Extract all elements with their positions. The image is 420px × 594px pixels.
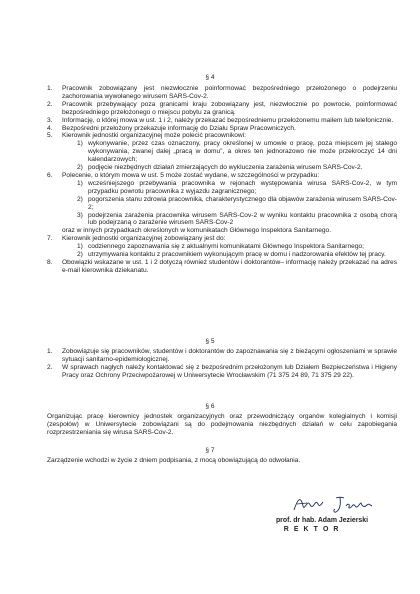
signatory-name: prof. dr hab. Adam Jezierski — [275, 517, 368, 524]
list-item — [47, 259, 397, 275]
list-item — [47, 132, 397, 172]
item-text: Obowiązki wskazane w ust. 1 i 2 dotyczą również studentów i doktorantów– informację należy przekazać na adres e-mail kierownika dziekanatu. — [62, 258, 397, 274]
section-4-list — [47, 85, 397, 275]
sub-item — [62, 164, 397, 172]
item-number: 8. — [47, 258, 53, 266]
list-item — [47, 125, 397, 133]
item-number: 2. — [47, 100, 53, 108]
sub-item — [62, 251, 397, 259]
item-text: Polecenie, o którym mowa w ust. 5 może zostać wydane, w szczególności w przypadku: — [62, 171, 320, 179]
section-5-list — [47, 348, 397, 380]
sub-item — [62, 212, 397, 228]
sub-item-text: utrzymywania kontaktu z pracownikiem wykonującym pracę w domu i nadzorowania efektów tej pracy. — [88, 251, 386, 259]
section-5-heading: § 5 — [205, 338, 215, 345]
sub-item — [62, 140, 397, 164]
list-item — [47, 235, 397, 259]
item-number: 1. — [47, 85, 53, 92]
sub-item-text: pogorszenia stanu zdrowia pracownika, charakterystycznego dla objawów zarażenia wirusem SARS-Cov-2; — [88, 195, 397, 211]
sub-item-text: podejrzenia zarażenia pracownika wirusem SARS-Cov-2 w wyniku kontaktu pracownika z osobą chorą lub podejrzaną o zarażenie wirusem SARS-Cov-2 — [88, 211, 397, 227]
list-item — [47, 101, 397, 117]
sub-item-number: 1) — [77, 243, 83, 251]
item-number: 3. — [47, 116, 53, 124]
sub-item-text: wykonywanie, przez czas oznaczony, pracy określonej w umowie o pracę, poza miejscem jej stałego wykonywania, zwanej dalej „pracą w domu”, a okres ten jednorazowo nie może przekroczyć 14 dni kalendarzowych; — [88, 140, 397, 164]
sub-item-text: wcześniejszego przebywania pracownika w rejonach występowania wirusa SARS-Cov-2, w tym przypadku powrotu pracownika z wyjazdu zagranicznego; — [88, 179, 397, 195]
sub-item-text: podjęcie niezbędnych działań zmierzających do wykluczenia zarażenia wirusem SARS-Cov-2. — [88, 164, 363, 172]
list-item — [47, 85, 397, 101]
list-item — [47, 172, 397, 235]
sub-item — [62, 243, 397, 251]
section-6-heading: § 6 — [205, 403, 215, 410]
sub-item-number: 2) — [77, 251, 83, 259]
list-item — [47, 348, 397, 364]
item-number: 5. — [47, 132, 53, 140]
item-continuation-text: oraz w innych przypadkach określonych w komunikatach Głównego Inspektora Sanitarnego. — [62, 227, 332, 235]
item-number: 6. — [47, 171, 53, 179]
list-item — [47, 117, 397, 125]
section-7-heading: § 7 — [205, 447, 215, 454]
item-number: 1. — [47, 348, 53, 355]
sub-item-text: codziennego zapoznawania się z aktualnymi komunikatami Głównego Inspektora Sanitarnego; — [88, 243, 365, 251]
section-7-text: Zarządzenie wchodzi w życie z dniem podpisania, z mocą obowiązującą do odwołania. — [47, 457, 301, 464]
section-6-text: Organizując pracę kierownicy jednostek organizacyjnych oraz przewodniczący organów kolegialnych i komisji (zespołów) w Uniwersytecie zobowiązani są do podejmowania niezbędnych działań w celu zapobiegania rozprzestrzeniania się wirusa SARS-Cov-2. — [47, 413, 397, 436]
sub-item — [62, 180, 397, 196]
item-text: Pracownik zobowiązany jest niezwłocznie poinformować bezpośredniego przełożonego o podejrzeniu zachorowania wywołanego wirusem SARS-Cov-2. — [62, 85, 397, 100]
item-text: Informację, o której mowa w ust. 1 i 2, należy przekazać bezpośredniemu przełożonemu mailem lub telefonicznie. — [62, 116, 394, 124]
sub-item-number: 2) — [77, 195, 83, 203]
item-number: 7. — [47, 235, 53, 243]
list-item — [47, 364, 397, 380]
item-text: Pracownik przebywający poza granicami kraju zobowiązany jest, niezwłocznie po powrocie, poinformować bezpośredniego przełożonego o miejscu pobytu za granicą. — [62, 100, 397, 116]
signatory-role: R E K T O R — [283, 526, 340, 533]
sub-item-number: 1) — [77, 179, 83, 187]
sub-item — [62, 196, 397, 212]
handwritten-signature — [292, 494, 376, 514]
item-text: Kierownik jednostki organizacyjnej może polecić pracownikowi: — [62, 132, 246, 140]
section-4-heading: § 4 — [205, 74, 215, 81]
item-text: W sprawach nagłych należy kontaktować się z bezpośrednim przełożonym lub Działem Bezpieczeństwa i Higieny Pracy oraz Ochrony Przeciwpożarowej w Uniwersytecie Wrocławskim (71 375 24 89, 71 375 29 22). — [62, 363, 397, 379]
item-text: Kierownik jednostki organizacyjnej zobowiązany jest do: — [62, 235, 226, 243]
item-number: 4. — [47, 124, 53, 132]
item-number: 2. — [47, 363, 53, 371]
sub-item-number: 3) — [77, 211, 83, 219]
sub-item-number: 2) — [77, 164, 83, 172]
sub-item-number: 1) — [77, 140, 83, 148]
item-text: Bezpośredni przełożony przekazuje informację do Działu Spraw Pracowniczych. — [62, 124, 296, 132]
item-text: Zobowiązuje się pracowników, studentów i doktorantów do zapoznawania się z bieżącymi ogłoszeniami w sprawie sytuacji sanitarno-epidemiologicznej. — [62, 348, 397, 363]
